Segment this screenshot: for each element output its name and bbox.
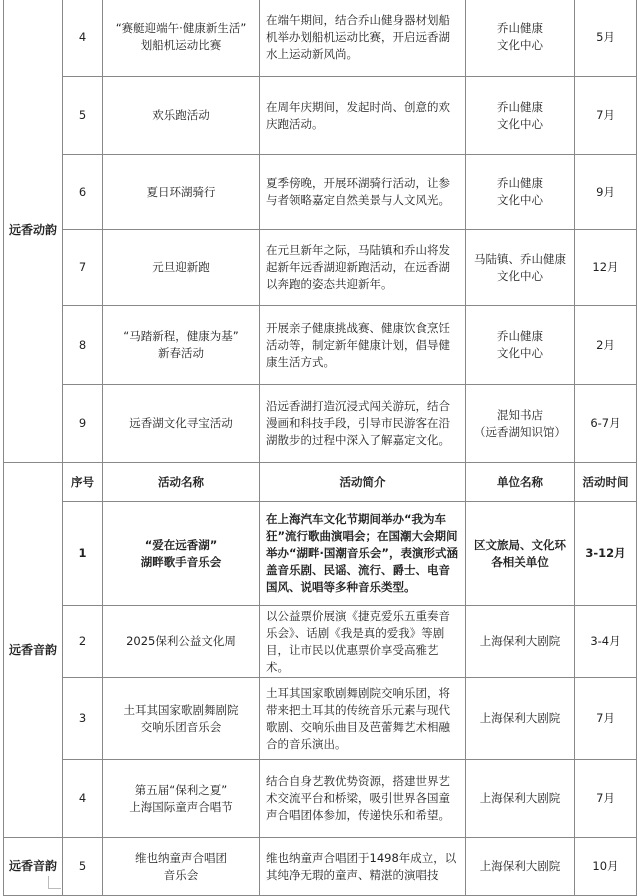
header-organizer: 单位名称 xyxy=(466,463,575,502)
activity-description: 在周年庆期间，发起时尚、创意的欢庆跑活动。 xyxy=(260,77,466,155)
organizer xyxy=(466,0,575,77)
activity-time: 3-4月 xyxy=(575,606,637,678)
table-row xyxy=(4,502,637,606)
row-number: 3 xyxy=(63,678,103,760)
organizer xyxy=(466,155,575,230)
text-line: 乔山健康 xyxy=(497,99,543,114)
table-row xyxy=(4,678,637,760)
text-line: 上海保利大剧院 xyxy=(479,711,561,725)
activity-description: 以公益票价展演《捷克爱乐五重奏音乐会》、话剧《我是真的爱我》等剧目，让市民以优惠票价享受高雅艺术。 xyxy=(260,606,466,678)
text-line: 远香湖文化寻宝活动 xyxy=(129,416,233,430)
activity-name xyxy=(103,385,260,463)
text-line: 文化中心 xyxy=(497,38,543,52)
header-time: 活动时间 xyxy=(575,463,637,502)
row-number: 9 xyxy=(63,385,103,463)
organizer xyxy=(466,502,575,606)
table-row xyxy=(4,385,637,463)
table-row xyxy=(4,606,637,678)
category-cell xyxy=(4,0,63,463)
text-line: （远香湖知识馆） xyxy=(474,424,566,439)
header-description: 活动简介 xyxy=(260,463,466,502)
activity-description: 在元旦新年之际，马陆镇和乔山将发起新年远香湖迎新跑活动，在远香湖以奔跑的姿态共迎新年。 xyxy=(260,230,466,306)
text-line: 划船机运动比赛 xyxy=(140,38,222,52)
activity-description: 在上海汽车文化节期间举办“我为车狂”流行歌曲演唱会；在国潮大会期间举办“湖畔·国潮音乐会”，表演形式涵盖音乐剧、民谣、流行、爵士、电音国风、说唱等多种音乐类型。 xyxy=(260,502,466,606)
text-line: 乔山健康 xyxy=(497,176,543,190)
table-row xyxy=(4,155,637,230)
activity-time: 2月 xyxy=(575,306,637,385)
row-number: 4 xyxy=(63,0,103,77)
activity-name xyxy=(103,760,260,838)
activity-name xyxy=(103,155,260,230)
text-line: 各相关单位 xyxy=(491,554,549,569)
activity-name xyxy=(103,838,260,896)
row-number: 8 xyxy=(63,306,103,385)
category-label: 远香动韵 xyxy=(9,222,58,237)
text-line: 文化中心 xyxy=(497,193,543,207)
category-label: 远香音韵 xyxy=(9,642,58,657)
organizer xyxy=(466,385,575,463)
activity-description: 维也纳童声合唱团于1498年成立，以其纯净无瑕的童声、精湛的演唱技 xyxy=(260,838,466,896)
header-number: 序号 xyxy=(63,463,103,502)
organizer xyxy=(466,606,575,678)
activity-time: 7月 xyxy=(575,760,637,838)
table-row xyxy=(4,230,637,306)
activity-description: 土耳其国家歌剧舞剧院交响乐团，将带来把土耳其的传统音乐元素与现代歌剧、交响乐曲目及芭蕾舞艺术相融合的音乐演出。 xyxy=(260,678,466,760)
table-row xyxy=(4,306,637,385)
activity-time: 10月 xyxy=(575,838,637,896)
text-line: 乔山健康 xyxy=(497,21,543,35)
organizer xyxy=(466,760,575,838)
activity-time: 5月 xyxy=(575,0,637,77)
activity-description: 开展亲子健康挑战赛、健康饮食烹饪活动等，制定新年健康计划，倡导健康生活方式。 xyxy=(260,306,466,385)
activity-time: 12月 xyxy=(575,230,637,306)
activity-name xyxy=(103,306,260,385)
row-number: 7 xyxy=(63,230,103,306)
text-line: 土耳其国家歌剧舞剧院 xyxy=(123,702,239,717)
text-line: 上海保利大剧院 xyxy=(479,859,561,873)
activity-time: 3-12月 xyxy=(575,502,637,606)
text-line: 文化中心 xyxy=(497,268,543,283)
row-number: 2 xyxy=(63,606,103,678)
table-row xyxy=(4,760,637,838)
activity-time: 6-7月 xyxy=(575,385,637,463)
header-row xyxy=(4,463,637,502)
activity-name xyxy=(103,0,260,77)
activity-description: 在端午期间，结合乔山健身器材划船机举办划船机运动比赛，开启远香湖水上运动新风尚。 xyxy=(260,0,466,77)
row-number: 5 xyxy=(63,838,103,896)
category-cell xyxy=(4,463,63,838)
text-line: “爱在远香湖” xyxy=(144,537,218,552)
header-activity-name: 活动名称 xyxy=(103,463,260,502)
text-line: 欢乐跑活动 xyxy=(152,108,210,122)
activity-name xyxy=(103,502,260,606)
activity-name xyxy=(103,678,260,760)
text-line: 上海国际童声合唱节 xyxy=(129,799,233,814)
organizer xyxy=(466,678,575,760)
text-line: 维也纳童声合唱团 xyxy=(135,850,227,865)
activity-time: 7月 xyxy=(575,77,637,155)
text-line: 交响乐团音乐会 xyxy=(140,719,222,734)
text-line: “赛艇迎端午·健康新生活” xyxy=(115,21,247,35)
row-number: 1 xyxy=(63,502,103,606)
page-corner-mark xyxy=(48,876,61,889)
organizer xyxy=(466,838,575,896)
table-row xyxy=(4,0,637,77)
activity-description: 夏季傍晚，开展环湖骑行活动，让参与者领略嘉定自然美景与人文风光。 xyxy=(260,155,466,230)
table-row xyxy=(4,77,637,155)
activity-description: 结合自身艺教优势资源，搭建世界艺术交流平台和桥梁，吸引世界各国童声合唱团体参加，传递快乐和希望。 xyxy=(260,760,466,838)
text-line: 元旦迎新跑 xyxy=(152,260,210,274)
text-line: 音乐会 xyxy=(163,867,199,882)
text-line: 文化中心 xyxy=(497,116,543,131)
organizer xyxy=(466,77,575,155)
organizer xyxy=(466,306,575,385)
text-line: 马陆镇、乔山健康 xyxy=(474,251,566,266)
table-row xyxy=(4,838,637,896)
activity-time: 9月 xyxy=(575,155,637,230)
text-line: “马踏新程，健康为基” xyxy=(123,329,239,343)
text-line: 新春活动 xyxy=(158,346,204,360)
text-line: 区文旅局、文化环 xyxy=(474,537,566,552)
row-number: 4 xyxy=(63,760,103,838)
text-line: 夏日环湖骑行 xyxy=(146,184,216,199)
row-number: 5 xyxy=(63,77,103,155)
activity-description: 沿远香湖打造沉浸式闯关游玩，结合漫画和科技手段，引导市民游客在沿湖散步的过程中深入了解嘉定文化。 xyxy=(260,385,466,463)
activity-name xyxy=(103,77,260,155)
text-line: 第五届“保利之夏” xyxy=(134,782,228,797)
category-label: 远香音韵 xyxy=(9,859,58,873)
organizer xyxy=(466,230,575,306)
activity-name xyxy=(103,230,260,306)
text-line: 2025保利公益文化周 xyxy=(126,634,236,648)
text-line: 上海保利大剧院 xyxy=(479,634,561,648)
text-line: 文化中心 xyxy=(497,346,543,360)
activity-time: 7月 xyxy=(575,678,637,760)
row-number: 6 xyxy=(63,155,103,230)
activity-name xyxy=(103,606,260,678)
text-line: 湖畔歌手音乐会 xyxy=(140,554,222,569)
text-line: 上海保利大剧院 xyxy=(479,791,561,805)
activity-table xyxy=(3,0,637,896)
text-line: 乔山健康 xyxy=(497,329,543,343)
text-line: 混知书店 xyxy=(497,407,543,422)
